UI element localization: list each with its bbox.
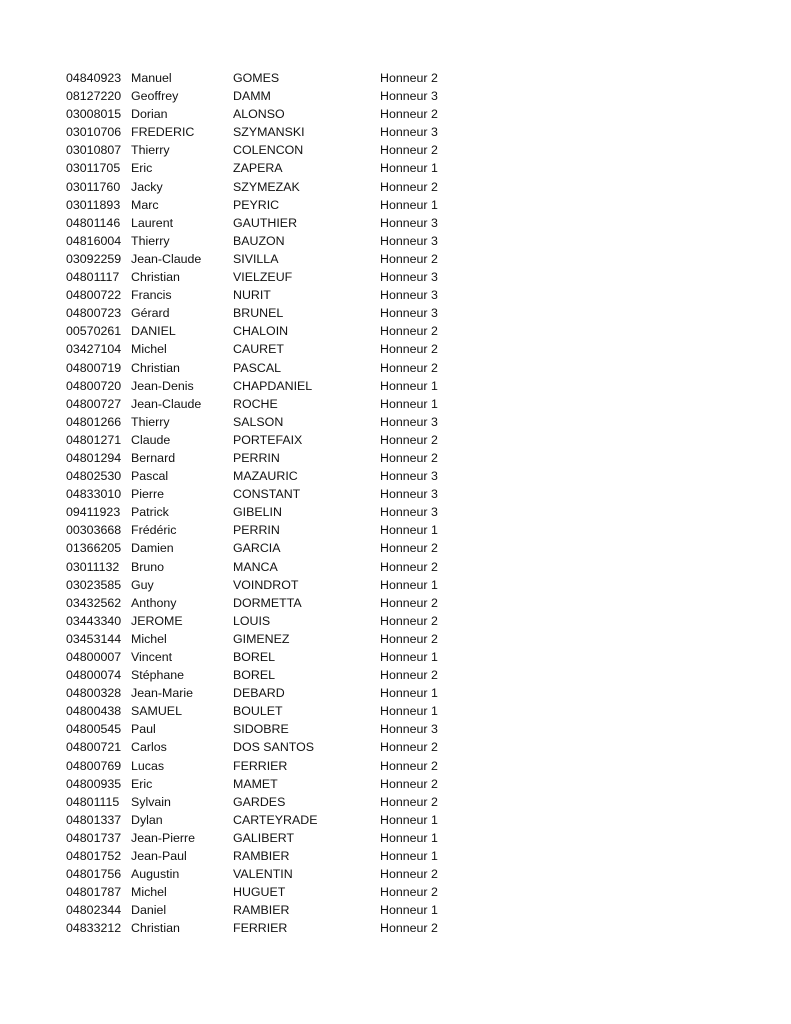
first-name: Michel	[131, 631, 167, 646]
table-row	[66, 196, 466, 214]
grade: Honneur 3	[380, 233, 438, 248]
last-name: VOINDROT	[233, 577, 299, 592]
last-name: CHALOIN	[233, 324, 289, 339]
first-name: Patrick	[131, 505, 169, 520]
last-name: CARTEYRADE	[233, 812, 318, 827]
first-name: Damien	[131, 541, 174, 556]
member-id: 04840923	[66, 71, 122, 85]
member-id: 04800727	[66, 396, 122, 411]
table-row	[66, 413, 466, 431]
last-name: VALENTIN	[233, 867, 293, 882]
first-name: SAMUEL	[131, 704, 182, 719]
table-row	[66, 214, 466, 232]
first-name: Jean-Pierre	[131, 830, 196, 845]
grade: Honneur 2	[380, 867, 438, 882]
grade: Honneur 2	[380, 143, 438, 158]
grade: Honneur 2	[380, 794, 438, 809]
member-id: 04801146	[66, 215, 121, 230]
last-name: ALONSO	[233, 107, 285, 122]
member-id: 04800721	[66, 740, 122, 755]
first-name: Vincent	[131, 650, 173, 664]
table-row	[66, 558, 466, 576]
first-name: Anthony	[131, 595, 177, 610]
roster-table	[66, 69, 466, 938]
last-name: MAZAURIC	[233, 469, 298, 484]
last-name: NURIT	[233, 288, 271, 303]
grade: Honneur 2	[380, 107, 438, 122]
first-name: Guy	[131, 577, 154, 592]
member-id: 04800328	[66, 686, 122, 701]
last-name: DORMETTA	[233, 595, 302, 610]
table-row	[66, 377, 466, 395]
table-row	[66, 576, 466, 594]
last-name: PORTEFAIX	[233, 432, 303, 447]
grade: Honneur 1	[380, 650, 438, 664]
table-row	[66, 485, 466, 503]
last-name: GAUTHIER	[233, 215, 298, 230]
last-name: BOREL	[233, 650, 276, 664]
last-name: LOUIS	[233, 613, 271, 628]
table-row	[66, 539, 466, 557]
grade: Honneur 3	[380, 469, 438, 484]
grade: Honneur 3	[380, 414, 438, 429]
first-name: Christian	[131, 270, 180, 285]
last-name: SIVILLA	[233, 251, 279, 266]
member-id: 00570261	[66, 324, 122, 339]
grade: Honneur 1	[380, 396, 438, 411]
member-id: 03011893	[66, 197, 121, 212]
grade: Honneur 1	[380, 849, 438, 864]
member-id: 01366205	[66, 541, 122, 556]
member-id: 03010807	[66, 143, 122, 158]
table-row	[66, 232, 466, 250]
grade: Honneur 3	[380, 215, 438, 230]
first-name: Thierry	[131, 414, 170, 429]
last-name: DOS SANTOS	[233, 740, 315, 755]
grade: Honneur 2	[380, 342, 438, 357]
table-row	[66, 738, 466, 756]
last-name: DAMM	[233, 89, 271, 104]
member-id: 04801752	[66, 849, 122, 864]
table-row	[66, 612, 466, 630]
first-name: FREDERIC	[131, 125, 195, 140]
last-name: GIBELIN	[233, 505, 282, 520]
last-name: GALIBERT	[233, 830, 295, 845]
table-row	[66, 919, 466, 937]
table-row	[66, 395, 466, 413]
table-row	[66, 521, 466, 539]
table-row	[66, 123, 466, 141]
member-id: 03432562	[66, 595, 122, 610]
first-name: Augustin	[131, 867, 180, 882]
member-id: 04801266	[66, 414, 122, 429]
last-name: ZAPERA	[233, 161, 283, 176]
table-row	[66, 304, 466, 322]
grade: Honneur 2	[380, 921, 438, 936]
first-name: Michel	[131, 885, 167, 900]
first-name: Francis	[131, 288, 172, 303]
table-row	[66, 666, 466, 684]
grade: Honneur 3	[380, 270, 438, 285]
table-row	[66, 702, 466, 720]
member-id: 08127220	[66, 89, 122, 104]
grade: Honneur 2	[380, 559, 438, 574]
last-name: BOREL	[233, 668, 276, 683]
grade: Honneur 2	[380, 776, 438, 791]
member-id: 03008015	[66, 107, 122, 122]
first-name: Jean-Claude	[131, 251, 202, 266]
table-row	[66, 359, 466, 377]
first-name: Eric	[131, 161, 153, 176]
last-name: GOMES	[233, 71, 280, 85]
member-id: 04800723	[66, 306, 122, 321]
table-row	[66, 467, 466, 485]
grade: Honneur 2	[380, 668, 438, 683]
first-name: Jean-Denis	[131, 378, 194, 393]
member-id: 04833010	[66, 487, 122, 502]
first-name: Jean-Claude	[131, 396, 202, 411]
member-id: 04801756	[66, 867, 122, 882]
last-name: PEYRIC	[233, 197, 280, 212]
last-name: PERRIN	[233, 450, 280, 465]
member-id: 03011132	[66, 559, 120, 574]
first-name: Gérard	[131, 306, 170, 321]
last-name: GIMENEZ	[233, 631, 290, 646]
grade: Honneur 2	[380, 450, 438, 465]
table-row	[66, 69, 466, 87]
table-row	[66, 340, 466, 358]
first-name: Paul	[131, 722, 156, 737]
last-name: MANCA	[233, 559, 278, 574]
last-name: ROCHE	[233, 396, 278, 411]
table-row	[66, 178, 466, 196]
first-name: Daniel	[131, 903, 167, 918]
last-name: BRUNEL	[233, 306, 284, 321]
grade: Honneur 1	[380, 903, 438, 918]
grade: Honneur 2	[380, 740, 438, 755]
last-name: CHAPDANIEL	[233, 378, 313, 393]
member-id: 04800719	[66, 360, 122, 375]
first-name: Frédéric	[131, 523, 177, 538]
member-id: 03443340	[66, 613, 122, 628]
grade: Honneur 1	[380, 523, 438, 538]
grade: Honneur 1	[380, 378, 438, 393]
last-name: RAMBIER	[233, 849, 290, 864]
table-row	[66, 105, 466, 123]
member-id: 04801115	[66, 794, 120, 809]
member-id: 03023585	[66, 577, 122, 592]
member-id: 00303668	[66, 523, 122, 538]
table-row	[66, 757, 466, 775]
member-id: 03011760	[66, 179, 121, 194]
grade: Honneur 2	[380, 541, 438, 556]
grade: Honneur 2	[380, 71, 438, 85]
table-row	[66, 883, 466, 901]
last-name: FERRIER	[233, 758, 288, 773]
grade: Honneur 2	[380, 324, 438, 339]
first-name: Sylvain	[131, 794, 171, 809]
first-name: Carlos	[131, 740, 167, 755]
last-name: DEBARD	[233, 686, 285, 701]
first-name: Jean-Paul	[131, 849, 187, 864]
member-id: 04801787	[66, 885, 122, 900]
member-id: 04802530	[66, 469, 122, 484]
last-name: BAUZON	[233, 233, 285, 248]
grade: Honneur 2	[380, 360, 438, 375]
member-id: 04800769	[66, 758, 122, 773]
first-name: Laurent	[131, 215, 174, 230]
last-name: MAMET	[233, 776, 278, 791]
first-name: Christian	[131, 360, 180, 375]
first-name: Stéphane	[131, 668, 185, 683]
grade: Honneur 2	[380, 631, 438, 646]
table-row	[66, 720, 466, 738]
grade: Honneur 1	[380, 577, 438, 592]
grade: Honneur 2	[380, 758, 438, 773]
first-name: Bruno	[131, 559, 165, 574]
table-row	[66, 449, 466, 467]
table-row	[66, 793, 466, 811]
grade: Honneur 2	[380, 432, 438, 447]
first-name: Geoffrey	[131, 89, 179, 104]
table-row	[66, 901, 466, 919]
last-name: SIDOBRE	[233, 722, 289, 737]
first-name: Michel	[131, 342, 167, 357]
member-id: 04801117	[66, 270, 120, 285]
grade: Honneur 3	[380, 487, 438, 502]
grade: Honneur 1	[380, 830, 438, 845]
table-row	[66, 141, 466, 159]
grade: Honneur 1	[380, 812, 438, 827]
member-id: 04800935	[66, 776, 122, 791]
last-name: CONSTANT	[233, 487, 301, 502]
member-id: 04800722	[66, 288, 122, 303]
grade: Honneur 2	[380, 885, 438, 900]
first-name: Thierry	[131, 143, 170, 158]
last-name: PASCAL	[233, 360, 281, 375]
grade: Honneur 3	[380, 288, 438, 303]
table-row	[66, 286, 466, 304]
table-row	[66, 87, 466, 105]
grade: Honneur 3	[380, 306, 438, 321]
last-name: VIELZEUF	[233, 270, 293, 285]
member-id: 09411923	[66, 505, 121, 520]
member-id: 04802344	[66, 903, 122, 918]
table-row	[66, 811, 466, 829]
member-id: 04800074	[66, 668, 122, 683]
first-name: Pierre	[131, 487, 165, 502]
last-name: FERRIER	[233, 921, 288, 936]
last-name: SZYMEZAK	[233, 179, 300, 194]
first-name: DANIEL	[131, 324, 176, 339]
first-name: Dorian	[131, 107, 168, 122]
table-row	[66, 268, 466, 286]
grade: Honneur 3	[380, 89, 438, 104]
last-name: GARCIA	[233, 541, 281, 556]
table-row	[66, 648, 466, 666]
last-name: HUGUET	[233, 885, 286, 900]
table-row	[66, 503, 466, 521]
table-row	[66, 829, 466, 847]
grade: Honneur 1	[380, 197, 438, 212]
first-name: Jacky	[131, 179, 163, 194]
member-id: 03010706	[66, 125, 122, 140]
table-row	[66, 684, 466, 702]
first-name: Eric	[131, 776, 153, 791]
last-name: COLENCON	[233, 143, 304, 158]
table-row	[66, 865, 466, 883]
member-id: 03427104	[66, 342, 122, 357]
grade: Honneur 3	[380, 722, 438, 737]
first-name: JEROME	[131, 613, 183, 628]
first-name: Lucas	[131, 758, 165, 773]
first-name: Jean-Marie	[131, 686, 193, 701]
member-id: 04801337	[66, 812, 122, 827]
grade: Honneur 1	[380, 686, 438, 701]
member-id: 04801737	[66, 830, 122, 845]
last-name: GARDES	[233, 794, 286, 809]
first-name: Christian	[131, 921, 180, 936]
table-row	[66, 322, 466, 340]
first-name: Dylan	[131, 812, 163, 827]
first-name: Bernard	[131, 450, 176, 465]
table-row	[66, 847, 466, 865]
table-row	[66, 250, 466, 268]
grade: Honneur 2	[380, 613, 438, 628]
table-row	[66, 159, 466, 177]
table-row	[66, 431, 466, 449]
member-id: 03453144	[66, 631, 122, 646]
last-name: BOULET	[233, 704, 283, 719]
member-id: 04801271	[66, 432, 122, 447]
last-name: RAMBIER	[233, 903, 290, 918]
member-id: 04800545	[66, 722, 122, 737]
first-name: Claude	[131, 432, 171, 447]
grade: Honneur 1	[380, 161, 438, 176]
grade: Honneur 3	[380, 125, 438, 140]
member-id: 04801294	[66, 450, 122, 465]
grade: Honneur 3	[380, 505, 438, 520]
first-name: Marc	[131, 197, 159, 212]
last-name: PERRIN	[233, 523, 280, 538]
member-id: 04800720	[66, 378, 122, 393]
member-id: 03092259	[66, 251, 122, 266]
grade: Honneur 2	[380, 251, 438, 266]
grade: Honneur 2	[380, 179, 438, 194]
table-row	[66, 630, 466, 648]
member-id: 04800438	[66, 704, 122, 719]
grade: Honneur 2	[380, 595, 438, 610]
member-id: 04800007	[66, 650, 122, 664]
member-id: 03011705	[66, 161, 121, 176]
member-id: 04816004	[66, 233, 122, 248]
member-id: 04833212	[66, 921, 122, 936]
grade: Honneur 1	[380, 704, 438, 719]
first-name: Manuel	[131, 71, 172, 85]
table-row	[66, 594, 466, 612]
last-name: SALSON	[233, 414, 284, 429]
first-name: Pascal	[131, 469, 169, 484]
last-name: CAURET	[233, 342, 284, 357]
table-row	[66, 775, 466, 793]
first-name: Thierry	[131, 233, 170, 248]
last-name: SZYMANSKI	[233, 125, 305, 140]
